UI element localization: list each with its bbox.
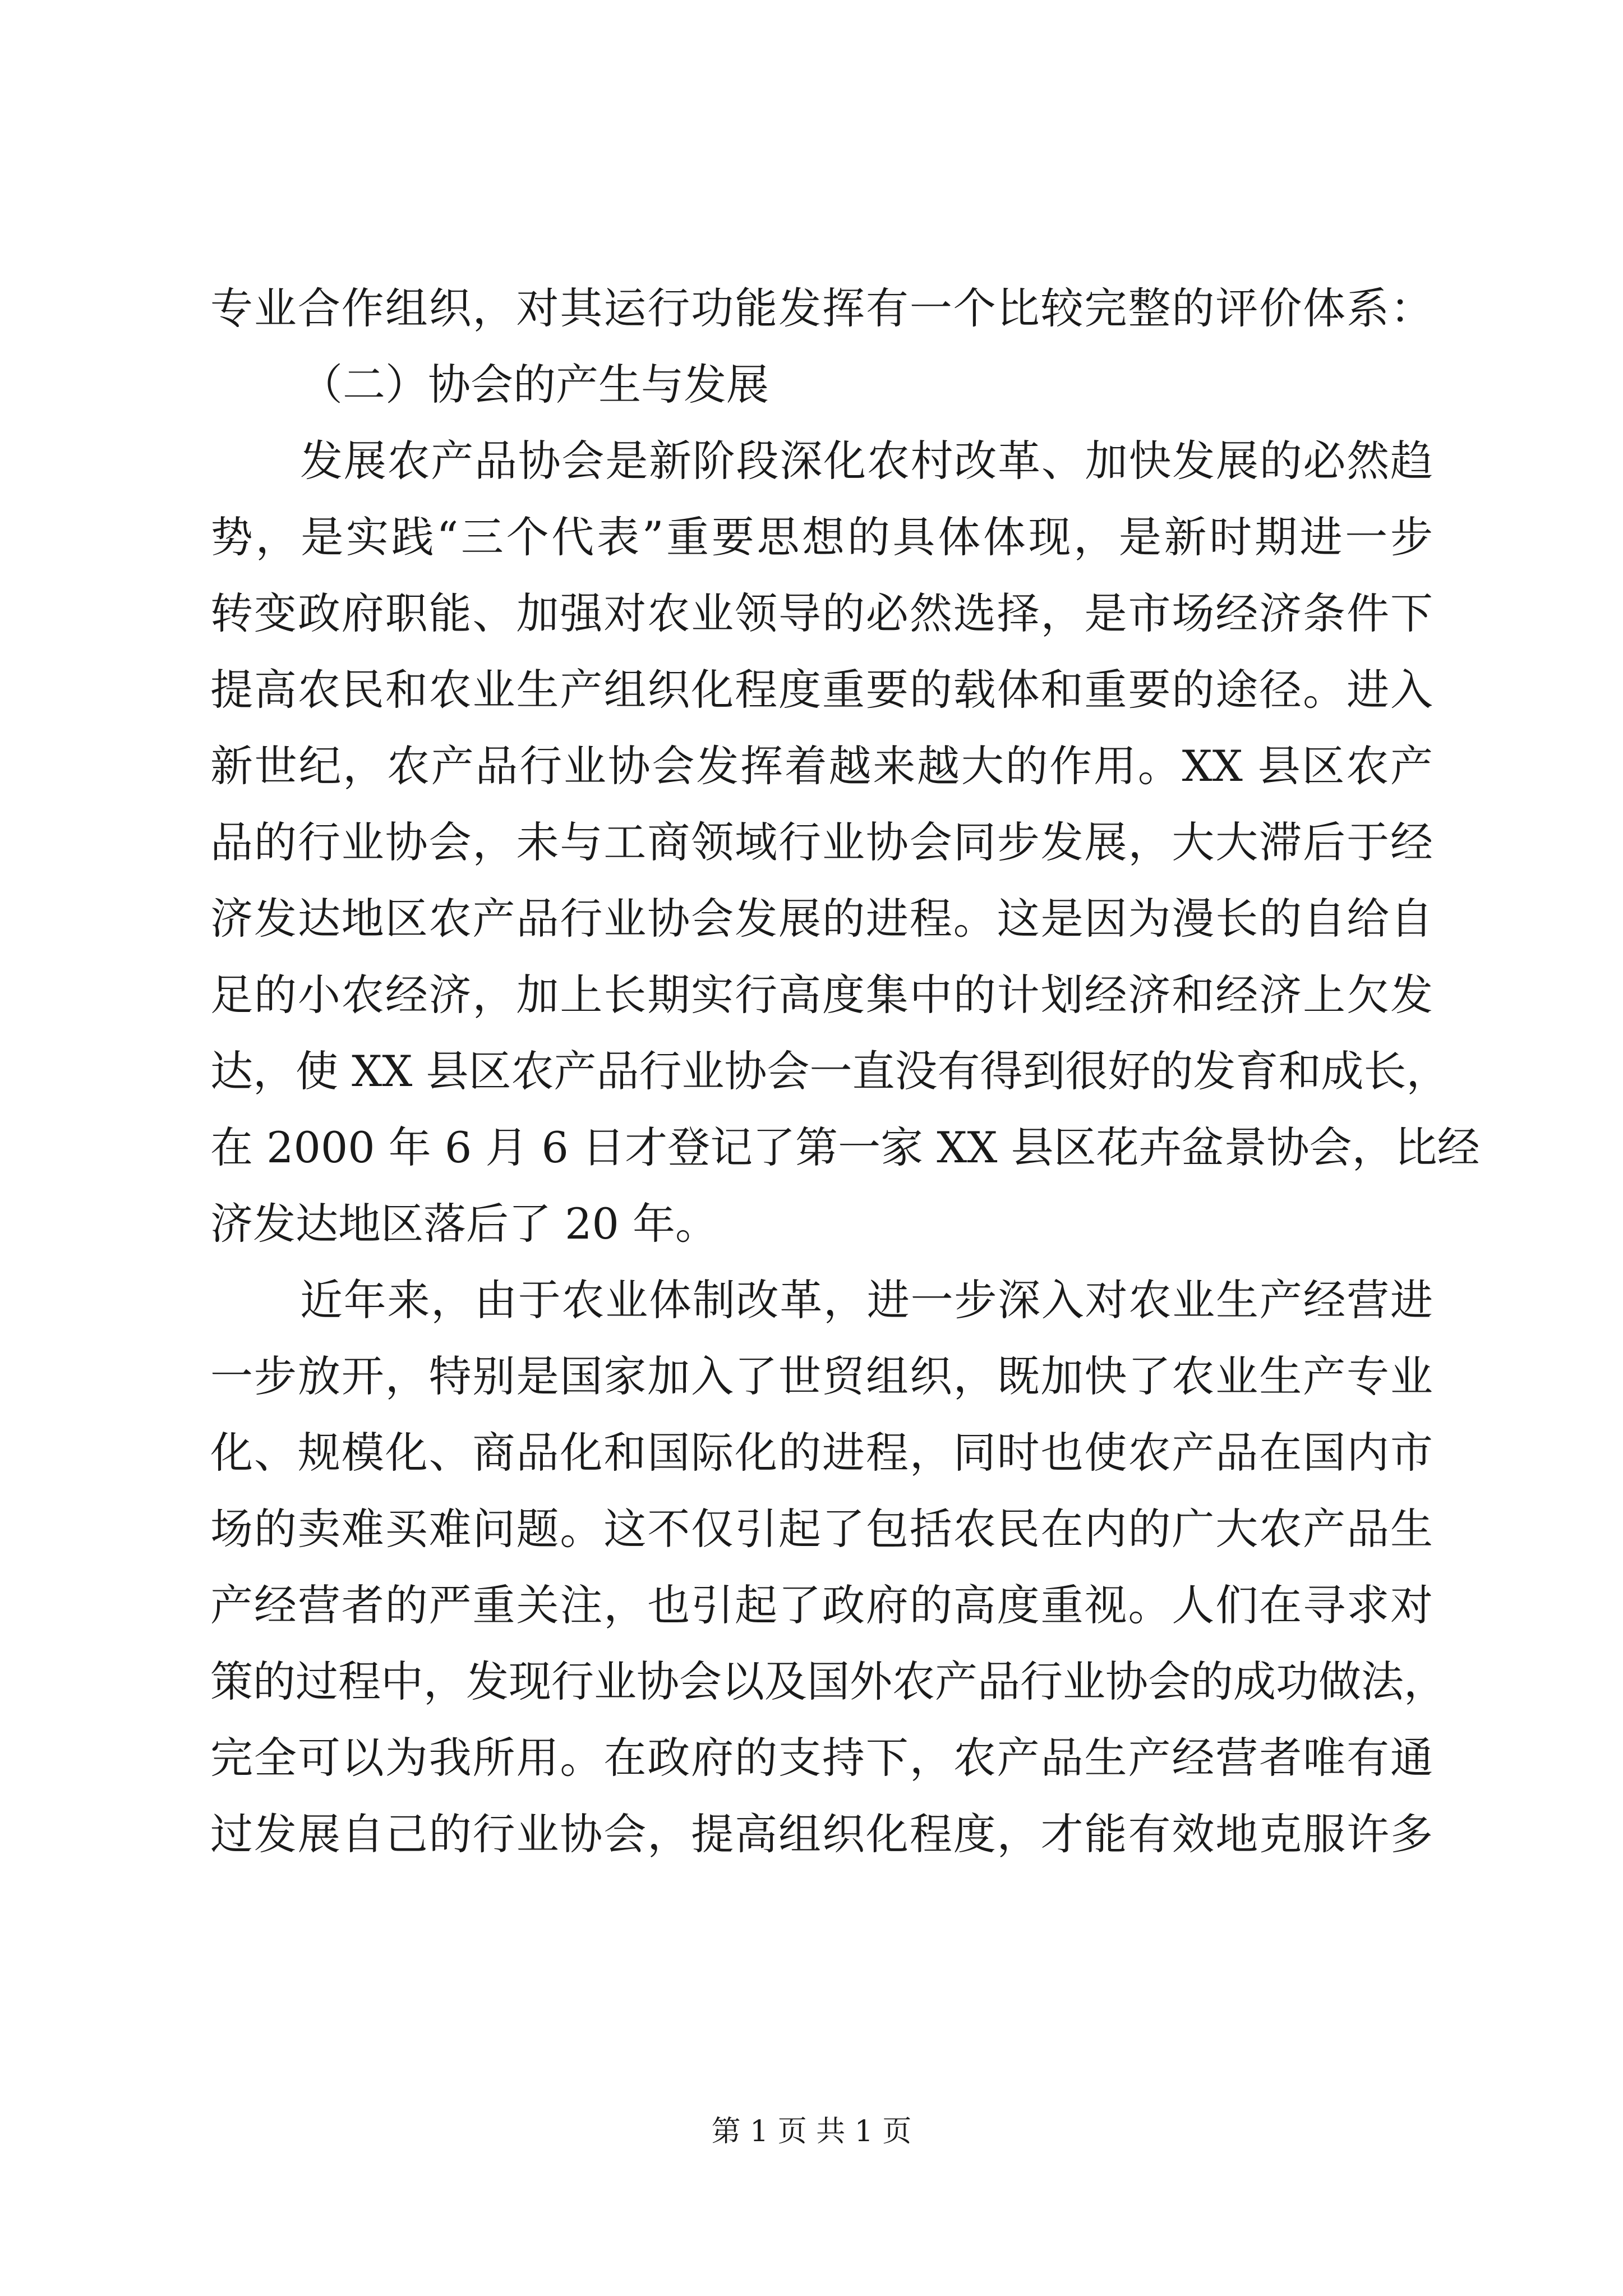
- text-line: 近年来，由于农业体制改革，进一步深入对农业生产经营进: [300, 1275, 1433, 1325]
- text-line: 在 2000 年 6 月 6 日才登记了第一家 XX 县区花卉盆景协会，比经: [210, 1122, 1480, 1172]
- text-line: 转变政府职能、加强对农业领导的必然选择，是市场经济条件下: [210, 588, 1433, 638]
- text-line: 一步放开，特别是国家加入了世贸组织，既加快了农业生产专业: [210, 1351, 1433, 1401]
- text-line: 济发达地区农产品行业协会发展的进程。这是因为漫长的自给自: [210, 894, 1433, 944]
- text-line: 化、规模化、商品化和国际化的进程，同时也使农产品在国内市: [210, 1428, 1433, 1478]
- text-line: 发展农产品协会是新阶段深化农村改革、加快发展的必然趋: [300, 436, 1433, 486]
- text-line: 提高农民和农业生产组织化程度重要的载体和重要的途径。进入: [210, 665, 1433, 715]
- text-line: 过发展自己的行业协会，提高组织化程度，才能有效地克服许多: [210, 1809, 1433, 1859]
- text-line: 足的小农经济，加上长期实行高度集中的计划经济和经济上欠发: [210, 970, 1433, 1020]
- text-line: 专业合作组织，对其运行功能发挥有一个比较完整的评价体系：: [210, 283, 1433, 333]
- text-line: 完全可以为我所用。在政府的支持下，农产品生产经营者唯有通: [210, 1733, 1433, 1783]
- text-line: 策的过程中，发现行业协会以及国外农产品行业协会的成功做法，: [210, 1657, 1446, 1706]
- text-line: 场的卖难买难问题。这不仅引起了包括农民在内的广大农产品生: [210, 1504, 1433, 1554]
- page-footer: 第 1 页 共 1 页: [711, 2115, 912, 2148]
- text-line: 品的行业协会，未与工商领域行业协会同步发展，大大滞后于经: [210, 817, 1433, 867]
- section-heading: （二）协会的产生与发展: [300, 360, 769, 409]
- text-line: 达，使 XX 县区农产品行业协会一直没有得到很好的发育和成长，: [210, 1046, 1449, 1096]
- text-line: 济发达地区落后了 20 年。: [210, 1199, 718, 1249]
- text-line: 新世纪，农产品行业协会发挥着越来越大的作用。XX 县区农产: [210, 741, 1433, 791]
- text-line: 产经营者的严重关注，也引起了政府的高度重视。人们在寻求对: [210, 1580, 1433, 1630]
- text-line: 势，是实践“三个代表”重要思想的具体体现，是新时期进一步: [210, 512, 1433, 562]
